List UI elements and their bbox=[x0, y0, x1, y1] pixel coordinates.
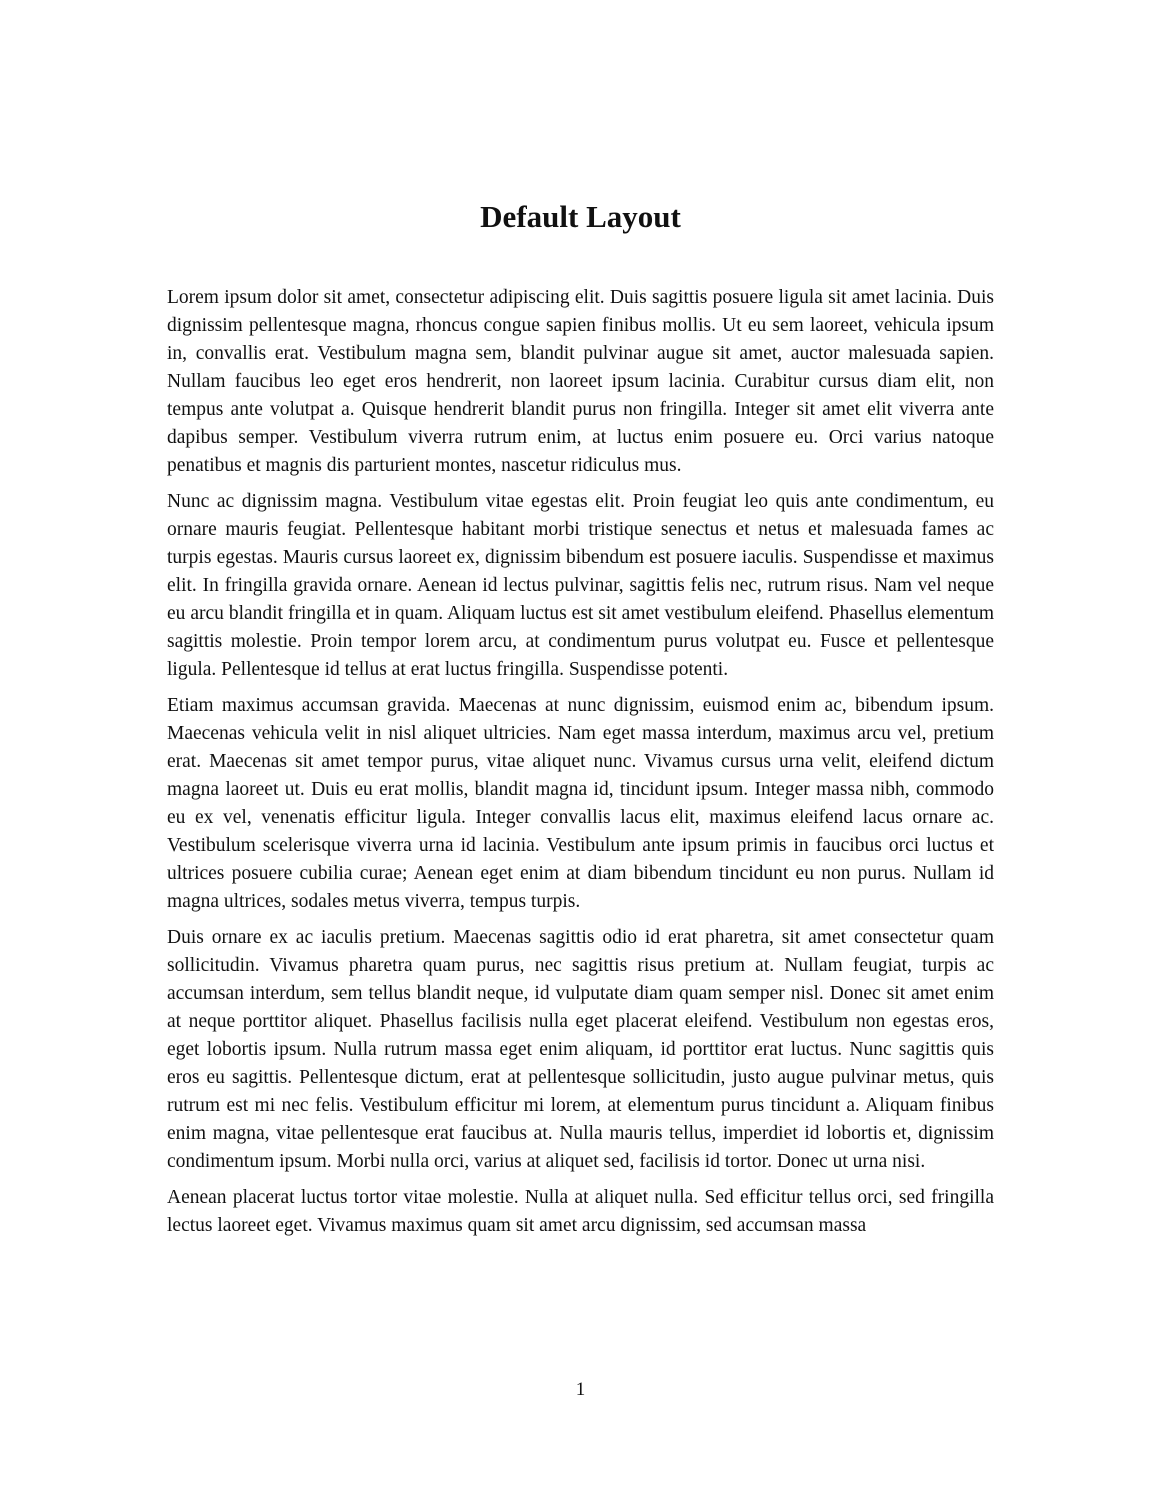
page-number: 1 bbox=[575, 1379, 586, 1400]
paragraph: Lorem ipsum dolor sit amet, consectetur adipiscing elit. Duis sagittis posuere ligula sit amet lacinia. Duis dignissim pellentesque magna, rhoncus congue sapien finibus mollis. Ut eu sem laoreet, vehicula ipsum in, convallis erat. Vestibulum magna sem, blandit pulvinar augue sit amet, auctor malesuada sapien. Nullam faucibus leo eget eros hendrerit, non laoreet ipsum lacinia. Curabitur cursus diam elit, non tempus ante volutpat a. Quisque hendrerit blandit purus non fringilla. Integer sit amet elit viverra ante dapibus semper. Vestibulum viverra rutrum enim, at luctus enim posuere eu. Orci varius natoque penatibus et magnis dis parturient montes, nascetur ridiculus mus. bbox=[167, 287, 994, 476]
paragraph: Etiam maximus accumsan gravida. Maecenas at nunc dignissim, euismod enim ac, bibendum ipsum. Maecenas vehicula velit in nisl aliquet ultricies. Nam eget massa interdum, maximus arcu vel, pretium erat. Maecenas sit amet tempor purus, vitae aliquet nunc. Vivamus cursus urna velit, eleifend dictum magna laoreet ut. Duis eu erat mollis, blandit magna id, tincidunt ipsum. Integer massa nibh, commodo eu ex vel, venenatis efficitur ligula. Integer convallis lacus elit, maximus eleifend lacus ornare ac. Vestibulum scelerisque viverra urna id lacinia. Vestibulum ante ipsum primis in faucibus orci luctus et ultrices posuere cubilia curae; Aenean eget enim at diam bibendum tincidunt eu non purus. Nullam id magna ultrices, sodales metus viverra, tempus turpis. bbox=[167, 695, 994, 912]
document-body bbox=[167, 284, 994, 1248]
page-title: Default Layout bbox=[480, 199, 681, 234]
paragraph: Duis ornare ex ac iaculis pretium. Maecenas sagittis odio id erat pharetra, sit amet consectetur quam sollicitudin. Vivamus pharetra quam purus, nec sagittis risus pretium at. Nullam feugiat, turpis ac accumsan interdum, sem tellus blandit neque, id vulputate diam quam semper nisl. Donec sit amet enim at neque porttitor aliquet. Phasellus facilisis nulla eget placerat eleifend. Vestibulum non egestas eros, eget lobortis ipsum. Nulla rutrum massa eget enim aliquam, id porttitor erat luctus. Nunc sagittis quis eros eu sagittis. Pellentesque dictum, erat at pellentesque sollicitudin, justo augue pulvinar metus, quis rutrum est mi nec felis. Vestibulum efficitur mi lorem, at elementum purus tincidunt a. Aliquam finibus enim magna, vitae pellentesque erat faucibus at. Nulla mauris tellus, imperdiet id lobortis et, dignissim condimentum ipsum. Morbi nulla orci, varius at aliquet sed, facilisis id tortor. Donec ut urna nisi. bbox=[167, 927, 994, 1172]
paragraph: Nunc ac dignissim magna. Vestibulum vitae egestas elit. Proin feugiat leo quis ante condimentum, eu ornare mauris feugiat. Pellentesque habitant morbi tristique senectus et netus et malesuada fames ac turpis egestas. Mauris cursus laoreet ex, dignissim bibendum est posuere iaculis. Suspendisse et maximus elit. In fringilla gravida ornare. Aenean id lectus pulvinar, sagittis felis nec, rutrum risus. Nam vel neque eu arcu blandit fringilla et in quam. Aliquam luctus est sit amet vestibulum eleifend. Phasellus elementum sagittis molestie. Proin tempor lorem arcu, at condimentum purus volutpat eu. Fusce et pellentesque ligula. Pellentesque id tellus at erat luctus fringilla. Suspendisse potenti. bbox=[167, 491, 994, 680]
paragraph: Aenean placerat luctus tortor vitae molestie. Nulla at aliquet nulla. Sed efficitur tellus orci, sed fringilla lectus laoreet eget. Vivamus maximus quam sit amet arcu dignissim, sed accumsan massa bbox=[167, 1187, 994, 1236]
